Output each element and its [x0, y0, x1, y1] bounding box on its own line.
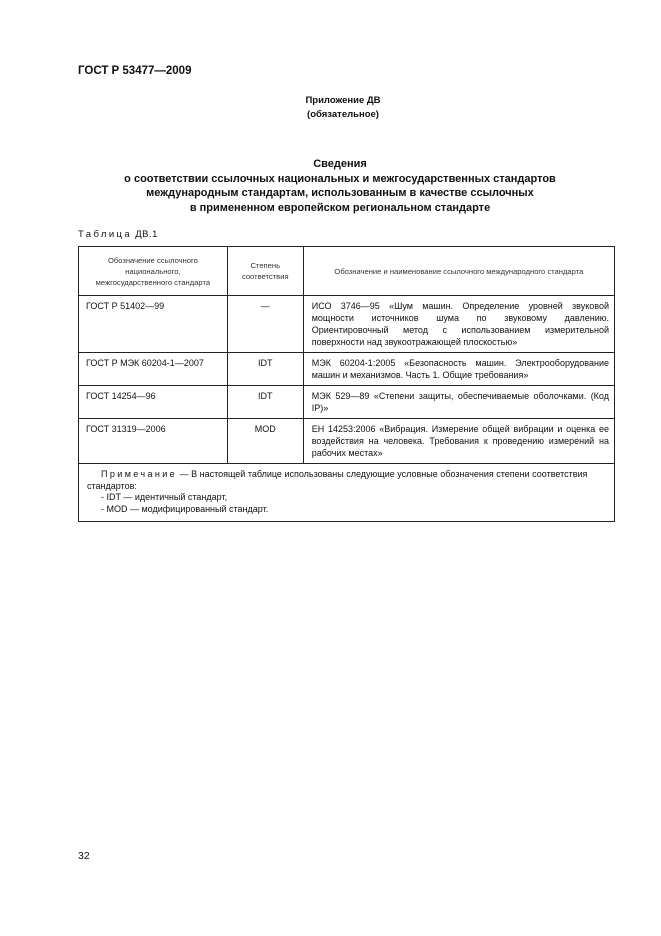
table-caption — [78, 229, 158, 240]
cell-standard: ГОСТ 14254—96 — [79, 386, 228, 419]
table-note-row — [79, 464, 615, 522]
appendix-block — [0, 94, 661, 122]
table-row — [79, 386, 615, 419]
column-header-standard: Обозначение ссылочного национального, межгосударственного стандарта — [79, 247, 228, 296]
cell-degree: IDT — [227, 353, 303, 386]
cell-international: ИСО 3746—95 «Шум машин. Определение уровней звуковой мощности источников шума по звуковому давлению. Ориентировочный метод с использованием измерительной поверхности над звукоотражающей плоскостью» — [303, 296, 614, 353]
table-row — [79, 419, 615, 464]
cell-standard: ГОСТ Р МЭК 60204-1—2007 — [79, 353, 228, 386]
cell-international: МЭК 529—89 «Степени защиты, обеспечиваемые оболочками. (Код IP)» — [303, 386, 614, 419]
cell-standard: ГОСТ 31319—2006 — [79, 419, 228, 464]
cell-degree: IDT — [227, 386, 303, 419]
column-header-degree: Степень соответствия — [227, 247, 303, 296]
heading-line-1: Сведения — [313, 158, 367, 170]
note-intro — [87, 469, 606, 492]
table-caption-prefix: Таблица — [78, 229, 133, 240]
table-row — [79, 296, 615, 353]
section-heading — [60, 157, 620, 215]
cell-international: ЕН 14253:2006 «Вибрация. Измерение общей вибрации и оценка ее воздействия на человека. Требования к проведению измерений на рабочих местах» — [303, 419, 614, 464]
column-header-international: Обозначение и наименование ссылочного международного стандарта — [303, 247, 614, 296]
table-header-row — [79, 247, 615, 296]
cell-degree: — — [227, 296, 303, 353]
heading-line-3: международным стандартам, использованным в качестве ссылочных — [146, 187, 534, 199]
heading-line-2: о соответствии ссылочных национальных и межгосударственных стандартов — [124, 172, 556, 185]
note-item-mod: - MOD — модифицированный стандарт. — [101, 503, 269, 514]
standards-table — [78, 246, 615, 522]
cell-standard: ГОСТ Р 51402—99 — [79, 296, 228, 353]
cell-international: МЭК 60204-1:2005 «Безопасность машин. Электрооборудование машин и механизмов. Часть 1. Общие требования» — [303, 353, 614, 386]
table-note — [79, 464, 615, 522]
note-text: — В настоящей таблице использованы следующие условные обозначения степени соответствия стандартов: — [87, 469, 588, 491]
table-caption-number: ДВ.1 — [135, 229, 158, 240]
table-row — [79, 353, 615, 386]
heading-line-4: в примененном европейском региональном стандарте — [189, 201, 491, 214]
page-number: 32 — [78, 850, 90, 862]
appendix-title: Приложение ДВ — [305, 95, 381, 106]
note-item-idt: - IDT — идентичный стандарт, — [101, 492, 228, 502]
cell-degree: MOD — [227, 419, 303, 464]
appendix-subtitle: (обязательное) — [307, 109, 379, 120]
note-label: Примечание — [101, 469, 178, 479]
document-code: ГОСТ Р 53477—2009 — [78, 65, 192, 77]
